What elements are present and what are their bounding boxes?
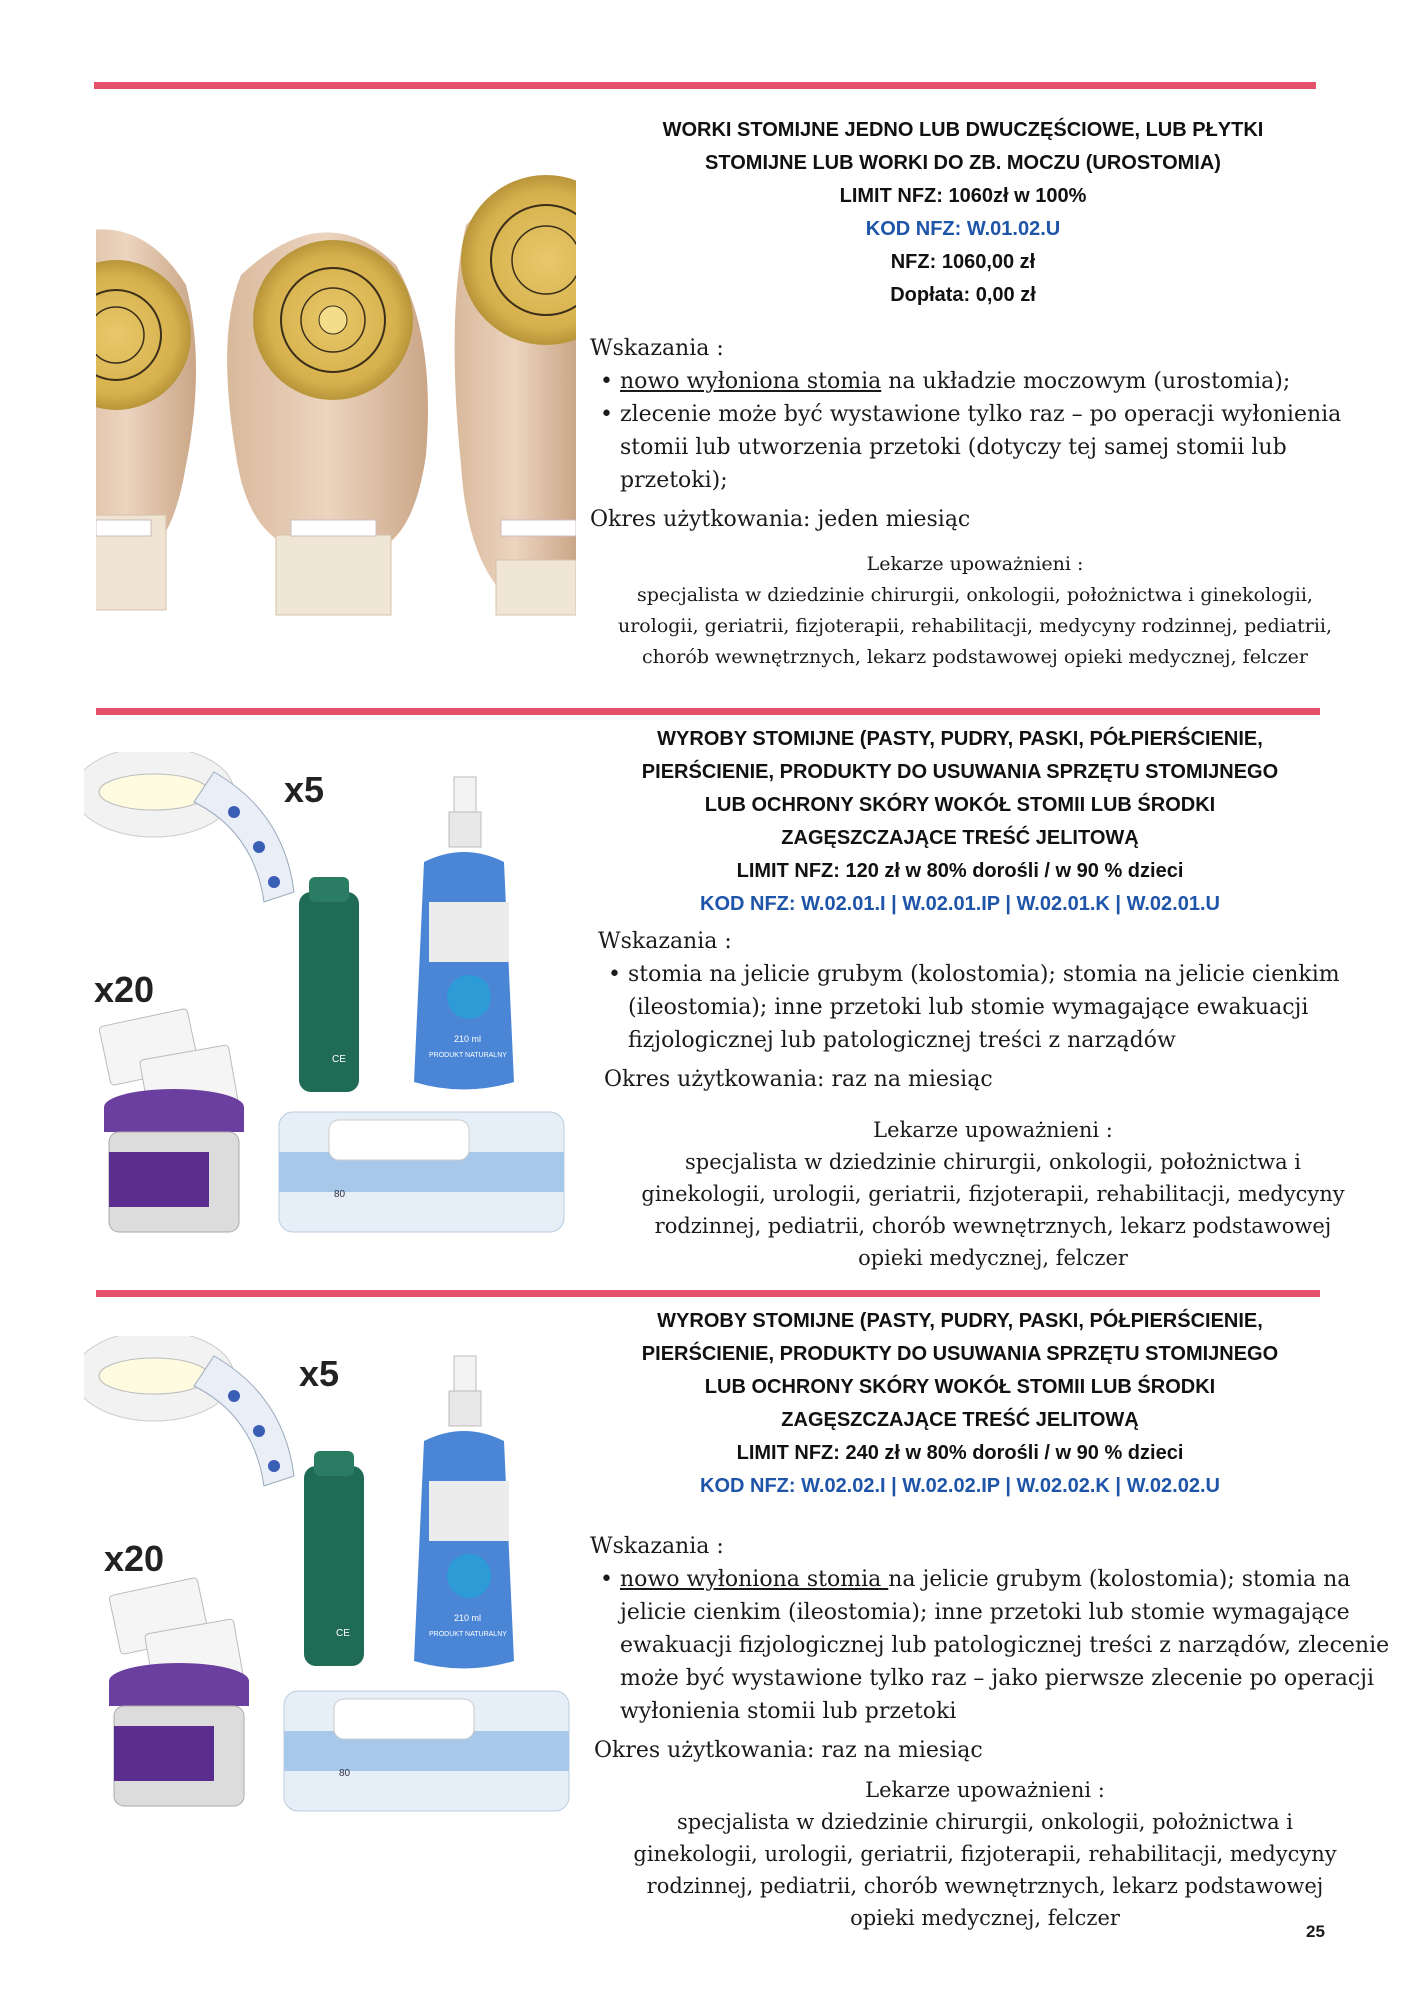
- limit-line: LIMIT NFZ: 240 zł w 80% dorośli / w 90 % dzieci: [736, 1442, 1184, 1464]
- usage-period: Okres użytkowania: raz na miesiąc: [604, 1067, 993, 1092]
- bottle-label: PRODUKT NATURALNY: [429, 1631, 507, 1638]
- ce-mark: CE: [332, 1054, 346, 1065]
- title-line: ZAGĘSZCZAJĄCE TREŚĆ JELITOWĄ: [781, 1409, 1139, 1431]
- section-2-title: [585, 723, 1335, 921]
- doctors-label: Lekarze upoważnieni :: [866, 553, 1084, 575]
- title-line: LUB OCHRONY SKÓRY WOKÓŁ STOMII LUB ŚRODKI: [704, 794, 1216, 816]
- title-line: PIERŚCIENIE, PRODUKTY DO USUWANIA SPRZĘTU STOMIJNEGO: [641, 1343, 1279, 1365]
- stoma-products-image: [84, 1336, 580, 1836]
- ce-mark: CE: [336, 1628, 350, 1639]
- title-line: LUB OCHRONY SKÓRY WOKÓŁ STOMII LUB ŚRODKI: [704, 1376, 1216, 1398]
- title-line: WYROBY STOMIJNE (PASTY, PUDRY, PASKI, PÓŁPIERŚCIENIE,: [657, 728, 1263, 750]
- doctors-label: Lekarze upoważnieni :: [865, 1778, 1105, 1802]
- doctors-line: rodzinnej, pediatrii, chorób wewnętrznych, lekarz podstawowej: [646, 1874, 1324, 1898]
- doctors-line: specjalista w dziedzinie chirurgii, onkologii, położnictwa i: [676, 1810, 1294, 1834]
- section-divider: [96, 708, 1320, 715]
- stoma-products-illustration: [84, 1336, 580, 1836]
- stoma-products-illustration: [84, 752, 580, 1252]
- title-line: ZAGĘSZCZAJĄCE TREŚĆ JELITOWĄ: [781, 827, 1139, 849]
- indication-text: stomia na jelicie grubym (kolostomia); stomia na jelicie cienkim (ileostomia); inne przetoki lub stomie wymagające ewakuacji fizjologicznej lub patologicznej treści z narządów: [628, 962, 1340, 1053]
- section-3-title: [585, 1305, 1335, 1503]
- section-1-title: [590, 114, 1336, 312]
- section-1-title-block: [590, 114, 1336, 312]
- title-line: WYROBY STOMIJNE (PASTY, PUDRY, PASKI, PÓŁPIERŚCIENIE,: [657, 1310, 1263, 1332]
- wipes-count: 80: [339, 1768, 351, 1779]
- page-number: 25: [1306, 1922, 1325, 1941]
- indication-item: [590, 398, 1400, 497]
- doctors-line: specjalista w dziedzinie chirurgii, onkologii, położnictwa i ginekologii,: [637, 584, 1313, 606]
- section-1-doctors: [590, 549, 1360, 673]
- section-3-doctors: [590, 1774, 1380, 1934]
- doctors-label: Lekarze upoważnieni :: [873, 1118, 1113, 1142]
- doctors-line: opieki medycznej, felczer: [858, 1246, 1128, 1270]
- indication-text: na układzie moczowym (urostomia);: [881, 369, 1291, 394]
- doctors-line: ginekologii, urologii, geriatrii, fizjoterapii, rehabilitacji, medycyny: [641, 1182, 1345, 1206]
- indication-text: zlecenie może być wystawione tylko raz – po operacji wyłonienia stomii lub utworzenia przetoki (dotyczy tej samej stomii lub przetoki);: [620, 402, 1342, 493]
- doctors-line: urologii, geriatrii, fizjoterapii, rehabilitacji, medycyny rodzinnej, pediatrii,: [617, 615, 1333, 637]
- x5-label: x5: [284, 769, 325, 810]
- doctors-line: specjalista w dziedzinie chirurgii, onkologii, położnictwa i: [684, 1150, 1302, 1174]
- indication-underlined: nowo wyłoniona stomia: [620, 369, 882, 394]
- indication-underlined: nowo wyłoniona stomia: [620, 1567, 889, 1592]
- x5-label: x5: [299, 1353, 340, 1394]
- section-1-details: [590, 332, 1390, 536]
- bottle-label: PRODUKT NATURALNY: [429, 1052, 507, 1059]
- bottle-volume: 210 ml: [454, 1613, 482, 1623]
- section-divider: [94, 82, 1316, 89]
- indication-item: [590, 1563, 1390, 1728]
- indications-label: Wskazania :: [598, 929, 732, 954]
- section-2-details: [598, 925, 1388, 1096]
- title-line: STOMIJNE LUB WORKI DO ZB. MOCZU (UROSTOMIA): [705, 152, 1221, 174]
- title-line: WORKI STOMIJNE JEDNO LUB DWUCZĘŚCIOWE, LUB PŁYTKI: [662, 119, 1264, 141]
- x20-label: x20: [104, 1538, 165, 1579]
- nfz-code: KOD NFZ: W.02.01.I | W.02.01.IP | W.02.01.K | W.02.01.U: [700, 893, 1220, 915]
- indication-item: [590, 365, 1390, 398]
- bottle-volume: 210 ml: [454, 1034, 482, 1044]
- ostomy-bags-illustration: [96, 165, 576, 620]
- copayment: Dopłata: 0,00 zł: [890, 284, 1036, 306]
- doctors-line: opieki medycznej, felczer: [850, 1906, 1120, 1930]
- doctors-line: ginekologii, urologii, geriatrii, fizjoterapii, rehabilitacji, medycyny: [633, 1842, 1337, 1866]
- section-2-title-block: [585, 723, 1335, 921]
- indications-label: Wskazania :: [590, 1534, 724, 1559]
- limit-line: LIMIT NFZ: 1060zł w 100%: [839, 185, 1087, 207]
- title-line: PIERŚCIENIE, PRODUKTY DO USUWANIA SPRZĘTU STOMIJNEGO: [641, 761, 1279, 783]
- usage-period: Okres użytkowania: raz na miesiąc: [594, 1738, 983, 1763]
- section-divider: [96, 1290, 1320, 1297]
- section-2-doctors: [598, 1114, 1388, 1274]
- section-3-title-block: [585, 1305, 1335, 1503]
- doctors-line: chorób wewnętrznych, lekarz podstawowej opieki medycznej, felczer: [641, 646, 1308, 668]
- wipes-count: 80: [334, 1189, 346, 1200]
- limit-line: LIMIT NFZ: 120 zł w 80% dorośli / w 90 % dzieci: [736, 860, 1184, 882]
- x20-label: x20: [94, 969, 155, 1010]
- indications-list: [598, 958, 1388, 1057]
- indications-list: [590, 365, 1390, 497]
- nfz-code: KOD NFZ: W.01.02.U: [865, 218, 1061, 240]
- nfz-amount: NFZ: 1060,00 zł: [890, 251, 1036, 273]
- indication-text: na jelicie grubym (kolostomia); stomia na jelicie cienkim (ileostomia); inne przetoki lub stomie wymagające ewakuacji fizjologicznej lub patologicznej treści z narządów, zlecenie może być wystawione tylko raz – jako pierwsze zlecenie po operacji wyłonienia stomii lub przetoki: [620, 1567, 1390, 1724]
- stoma-products-image: [84, 752, 580, 1252]
- nfz-code: KOD NFZ: W.02.02.I | W.02.02.IP | W.02.02.K | W.02.02.U: [700, 1475, 1220, 1497]
- usage-period: Okres użytkowania: jeden miesiąc: [590, 507, 971, 532]
- doctors-line: rodzinnej, pediatrii, chorób wewnętrznych, lekarz podstawowej: [654, 1214, 1332, 1238]
- indications-label: Wskazania :: [590, 336, 724, 361]
- indication-item: [598, 958, 1398, 1057]
- section-3-details: [590, 1530, 1390, 1767]
- indications-list: [590, 1563, 1390, 1728]
- ostomy-bags-image: [96, 165, 576, 620]
